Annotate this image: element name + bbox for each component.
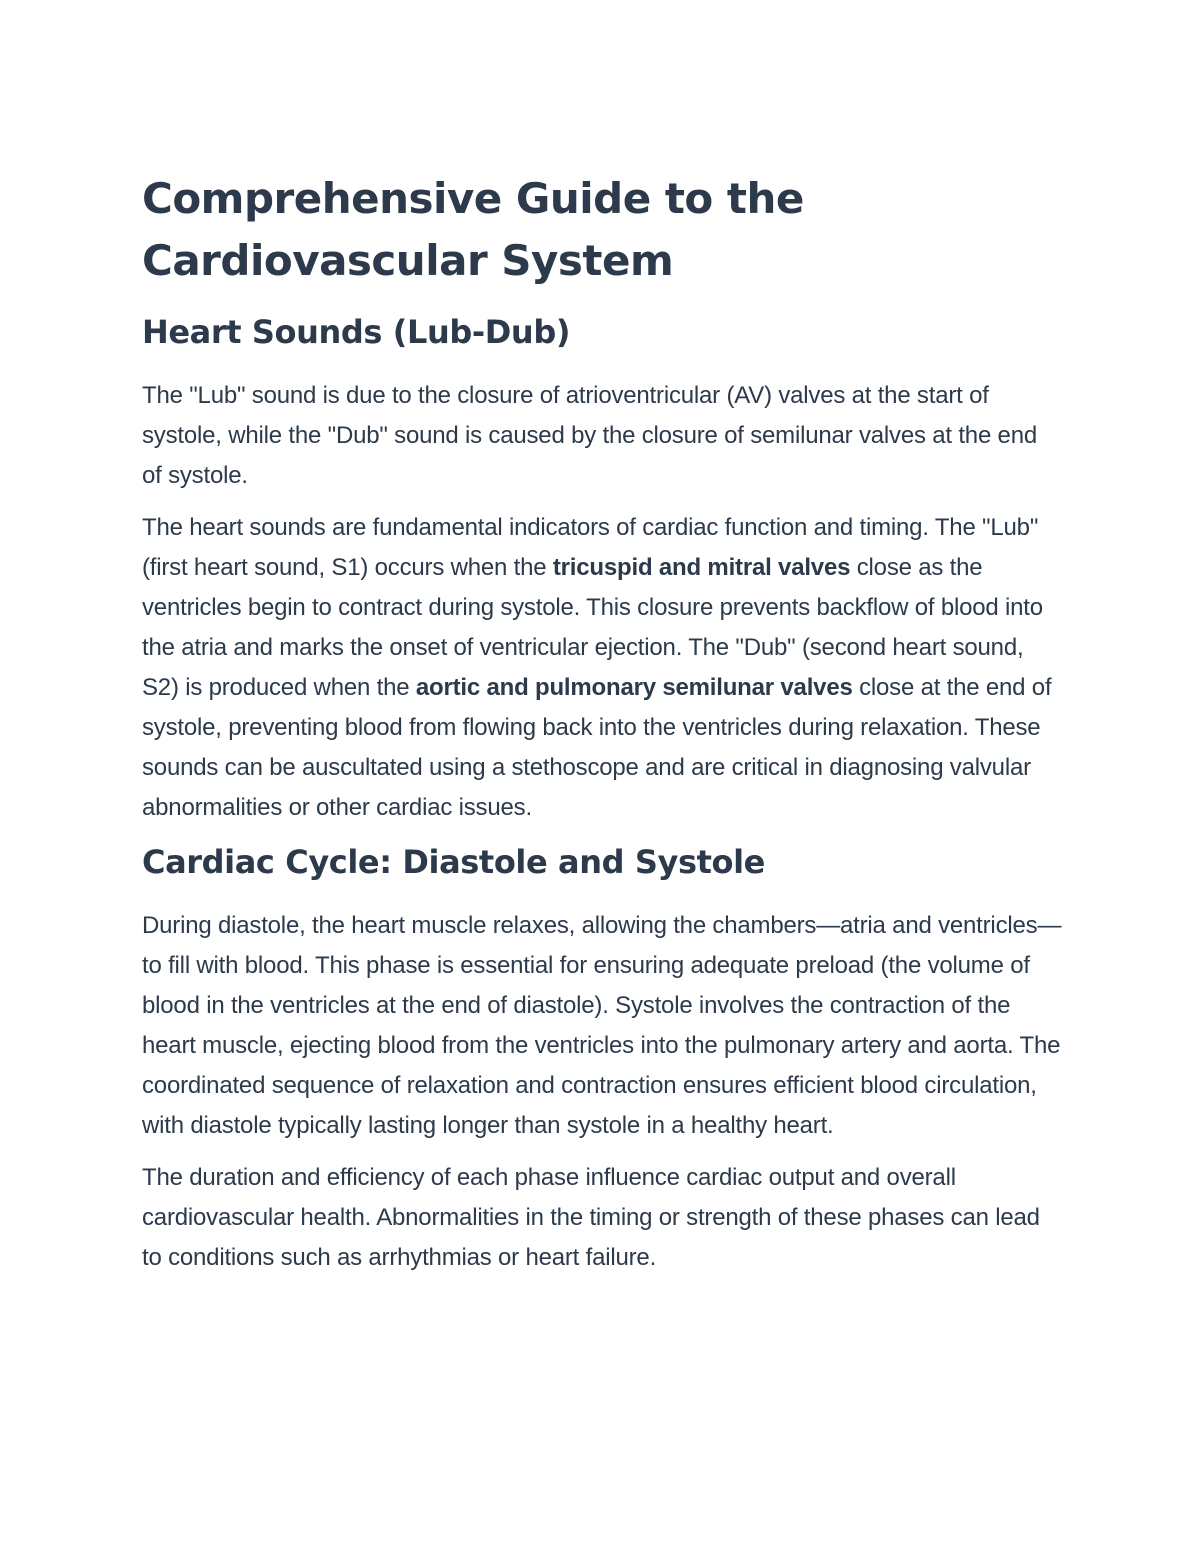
paragraph-diastole-systole: During diastole, the heart muscle relaxes, allowing the chambers—atria and ventricles—to fill with blood. This phase is essential for ensuring adequate preload (the volume of blood in the ventricles at the end of diastole). Systole involves the contraction of the heart muscle, ejecting blood from the ventricles into the pulmonary artery and aorta. The coordinated sequence of relaxation and contraction ensures efficient blood circulation, with diastole typically lasting longer than systole in a healthy heart.	[142, 912, 1062, 1139]
text-segment: The heart sounds are fundamental indicators of cardiac function and timing. The "Lub" (first heart sound, S1) occurs when the	[142, 514, 1039, 581]
paragraph-lub-dub-summary: The "Lub" sound is due to the closure of atrioventricular (AV) valves at the start of systole, while the "Dub" sound is caused by the closure of semilunar valves at the end of systole.	[142, 382, 1037, 489]
paragraph-phase-efficiency: The duration and efficiency of each phase influence cardiac output and overall cardiovascular health. Abnormalities in the timing or strength of these phases can lead to conditions such as arrhythmias or heart failure.	[142, 1164, 1040, 1271]
document-title: Comprehensive Guide to the Cardiovascular System	[142, 174, 804, 285]
document-page	[142, 168, 1062, 1278]
bold-term-tricuspid-mitral: tricuspid and mitral valves	[552, 554, 851, 581]
bold-term-semilunar-valves: aortic and pulmonary semilunar valves	[415, 674, 853, 701]
section-heading-heart-sounds: Heart Sounds (Lub-Dub)	[142, 313, 571, 351]
paragraph-heart-sounds-detail	[142, 508, 1062, 828]
text-segment: close as the ventricles begin to contract during systole. This closure prevents backflow of blood into the atria and marks the onset of ventricular ejection. The "Dub" (second heart sound, S2) is produced when the	[142, 554, 1043, 701]
text-segment: close at the end of systole, preventing blood from flowing back into the ventricles during relaxation. These sounds can be auscultated using a stethoscope and are critical in diagnosing valvular abnormalities or other cardiac issues.	[142, 674, 1052, 821]
section-heading-cardiac-cycle: Cardiac Cycle: Diastole and Systole	[142, 843, 765, 881]
